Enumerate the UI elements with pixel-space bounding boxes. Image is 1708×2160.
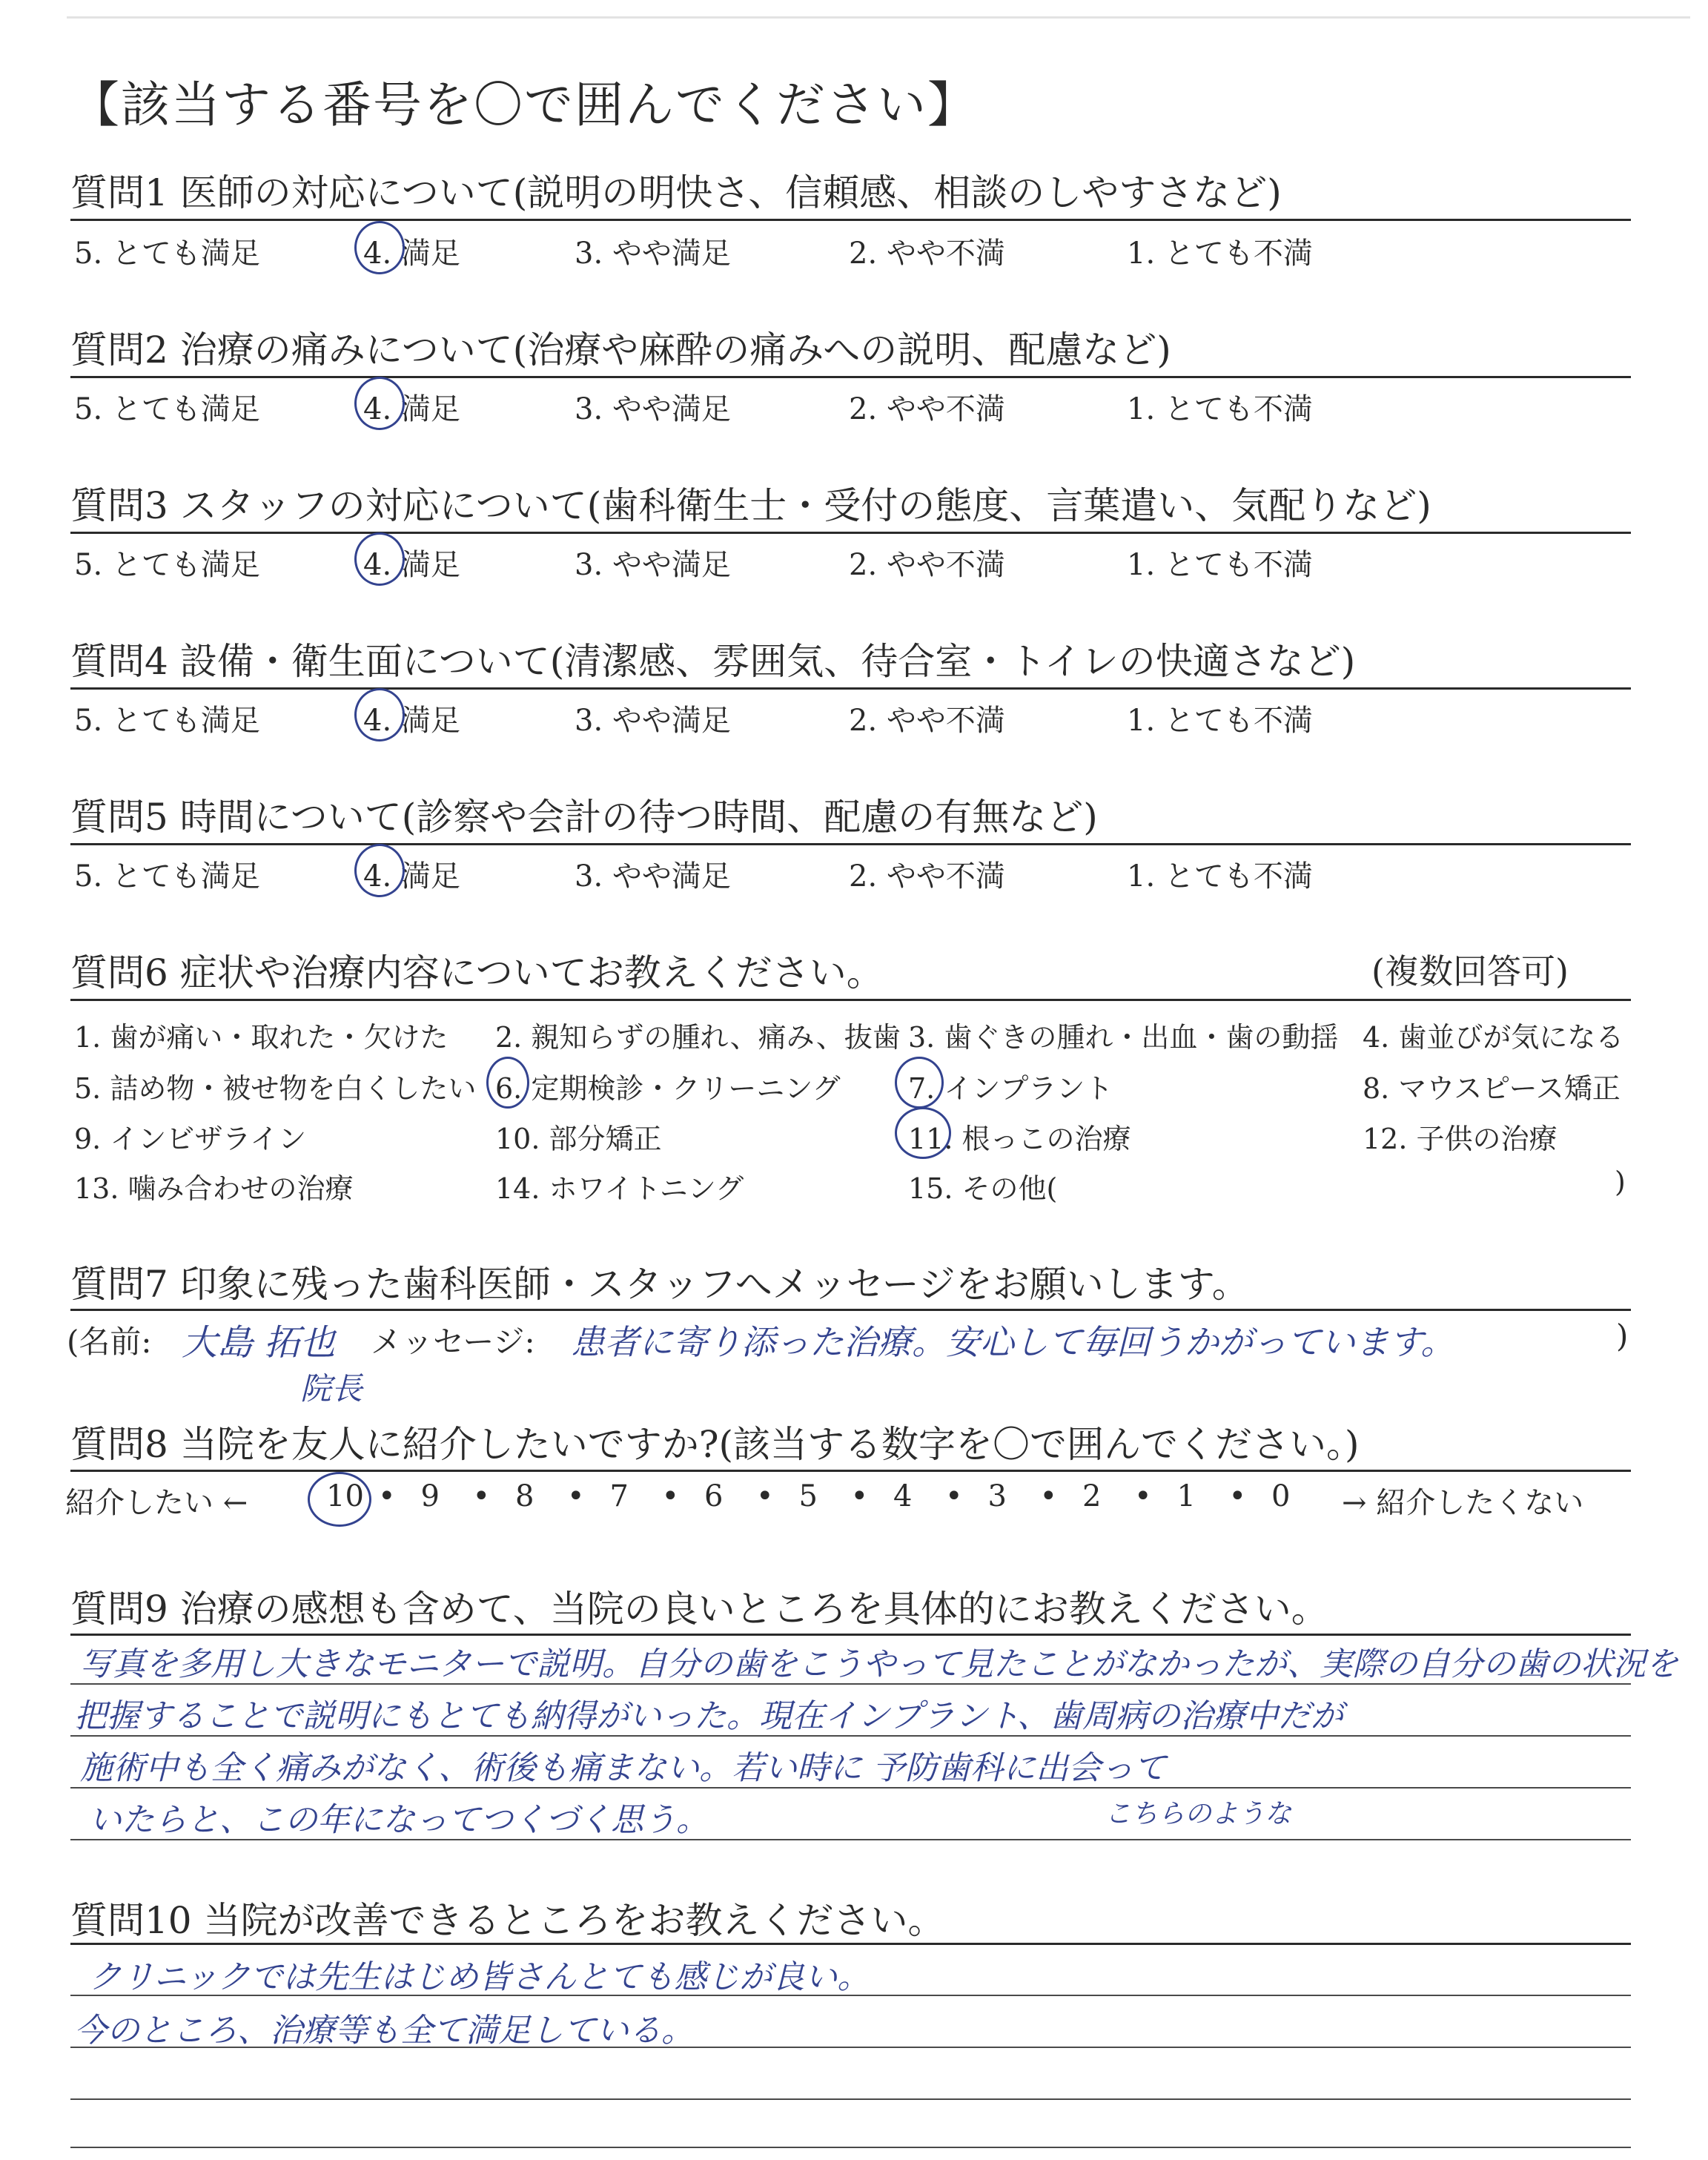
- q8-scale-separator: •: [661, 1479, 680, 1513]
- q5-option-2[interactable]: 2. やや不満: [849, 859, 1005, 894]
- question-5-rule: [70, 843, 1631, 845]
- q8-scale-2[interactable]: 2: [1082, 1479, 1102, 1513]
- q5-selection-circle: [354, 844, 405, 897]
- question-4-label: 質問4 設備・衛生面について(清潔感、雰囲気、待合室・トイレの快適さなど): [70, 640, 1356, 683]
- q9-answer-line-3[interactable]: 施術中も全く痛みがなく、術後も痛まない。若い時に 予防歯科に出会って: [80, 1749, 1167, 1787]
- q5-option-4[interactable]: 4. 満足: [363, 859, 460, 894]
- q4-option-1[interactable]: 1. とても不満: [1127, 704, 1313, 738]
- question-6-label: 質問6 症状や治療内容についてお教えください。: [70, 951, 884, 994]
- q6-option-5[interactable]: 5. 詰め物・被せ物を白くしたい: [74, 1072, 477, 1105]
- q6-option-8[interactable]: 8. マウスピース矯正: [1363, 1072, 1621, 1105]
- question-9-label: 質問9 治療の感想も含めて、当院の良いところを具体的にお教えください。: [70, 1588, 1328, 1631]
- q5-option-5[interactable]: 5. とても満足: [74, 859, 260, 894]
- question-5-label: 質問5 時間について(診察や会計の待つ時間、配慮の有無など): [70, 796, 1098, 839]
- q6-selection-circle-7: [895, 1057, 944, 1109]
- q3-option-3[interactable]: 3. やや満足: [575, 548, 731, 582]
- q8-scale-separator: •: [945, 1479, 963, 1513]
- question-10-label: 質問10 当院が改善できるところをお教えください。: [70, 1899, 945, 1942]
- question-3-rule: [70, 532, 1631, 534]
- question-6-rule: [70, 999, 1631, 1001]
- question-1-label: 質問1 医師の対応について(説明の明快さ、信頼感、相談のしやすさなど): [70, 171, 1282, 214]
- q6-option-10[interactable]: 10. 部分矯正: [495, 1123, 662, 1155]
- question-8-label: 質問8 当院を友人に紹介したいですか?(該当する数字を〇で囲んでください。): [70, 1423, 1360, 1466]
- top-border: [67, 16, 1690, 19]
- q8-left-label: 紹介したい ←: [65, 1486, 248, 1520]
- question-1-rule: [70, 219, 1631, 221]
- q8-scale-10[interactable]: 10: [326, 1479, 364, 1513]
- q8-scale-3[interactable]: 3: [987, 1479, 1007, 1513]
- q8-scale-separator: •: [472, 1479, 491, 1513]
- q2-selection-circle: [354, 377, 405, 430]
- q8-scale-5[interactable]: 5: [798, 1479, 818, 1513]
- q6-option-9[interactable]: 9. インビザライン: [74, 1123, 307, 1155]
- q6-option-6[interactable]: 6. 定期検診・クリーニング: [495, 1072, 841, 1105]
- q9-answer-line-4[interactable]: いたらと、この年になってつくづく思う。: [89, 1801, 709, 1839]
- q9-answer-line-2[interactable]: 把握することで説明にもとても納得がいった。現在インプラント、歯周病の治療中だが: [74, 1697, 1344, 1735]
- question-3-label: 質問3 スタッフの対応について(歯科衛生士・受付の態度、言葉遣い、気配りなど): [70, 484, 1431, 527]
- q6-selection-circle-11: [895, 1107, 951, 1159]
- q2-option-5[interactable]: 5. とても満足: [74, 392, 260, 426]
- q4-selection-circle: [354, 688, 405, 742]
- q8-scale-9[interactable]: 9: [420, 1479, 440, 1513]
- q7-message-label: メッセージ:: [371, 1324, 535, 1360]
- question-8-rule: [70, 1470, 1631, 1472]
- q10-rule-1: [70, 1943, 1631, 1945]
- q6-multiple-note: (複数回答可): [1371, 951, 1569, 991]
- q8-scale-separator: •: [1228, 1479, 1247, 1513]
- q8-scale-separator: •: [756, 1479, 774, 1513]
- q5-option-1[interactable]: 1. とても不満: [1127, 859, 1313, 894]
- q7-name-value[interactable]: 大島 拓也: [182, 1322, 336, 1364]
- q8-scale-separator: •: [850, 1479, 869, 1513]
- q8-scale-1[interactable]: 1: [1176, 1479, 1196, 1513]
- q3-selection-circle: [354, 532, 405, 586]
- q6-option-11[interactable]: 11. 根っこの治療: [908, 1123, 1131, 1155]
- q9-answer-line-1[interactable]: 写真を多用し大きなモニターで説明。自分の歯をこうやって見たことがなかったが、実際の自分の歯の状況を: [80, 1645, 1678, 1683]
- q8-scale-separator: •: [378, 1479, 396, 1513]
- q1-option-5[interactable]: 5. とても満足: [74, 237, 260, 271]
- q8-scale-6[interactable]: 6: [704, 1479, 724, 1513]
- q5-option-3[interactable]: 3. やや満足: [575, 859, 731, 894]
- q8-scale-separator: •: [567, 1479, 585, 1513]
- q8-scale-8[interactable]: 8: [515, 1479, 534, 1513]
- q6-selection-circle-6: [486, 1057, 529, 1109]
- q9-insertion-note: こちらのような: [1105, 1799, 1292, 1829]
- q8-right-label: → 紹介したくない: [1342, 1486, 1584, 1520]
- q3-option-1[interactable]: 1. とても不満: [1127, 548, 1313, 582]
- q10-rule-4: [70, 2098, 1631, 2100]
- q7-name-note: 院長: [300, 1370, 363, 1407]
- page-title: 【該当する番号を〇で囲んでください】: [70, 76, 978, 133]
- q6-option-1[interactable]: 1. 歯が痛い・取れた・欠けた: [74, 1021, 448, 1054]
- q6-option-14[interactable]: 14. ホワイトニング: [495, 1172, 744, 1205]
- q4-option-5[interactable]: 5. とても満足: [74, 704, 260, 738]
- q6-option-15[interactable]: 15. その他(: [908, 1172, 1058, 1205]
- q2-option-2[interactable]: 2. やや不満: [849, 392, 1005, 426]
- q10-answer-line-1[interactable]: クリニックでは先生はじめ皆さんとても感じが良い。: [89, 1958, 870, 1996]
- q10-answer-line-2[interactable]: 今のところ、治療等も全て満足している。: [74, 2012, 694, 2050]
- question-7-rule: [70, 1309, 1631, 1311]
- q8-scale-4[interactable]: 4: [893, 1479, 913, 1513]
- q10-rule-5: [70, 2147, 1631, 2148]
- question-2-label: 質問2 治療の痛みについて(治療や麻酔の痛みへの説明、配慮など): [70, 328, 1171, 371]
- q4-option-3[interactable]: 3. やや満足: [575, 704, 731, 738]
- q4-option-4[interactable]: 4. 満足: [363, 704, 460, 738]
- q1-option-3[interactable]: 3. やや満足: [575, 237, 731, 271]
- q6-option-4[interactable]: 4. 歯並びが気になる: [1363, 1021, 1624, 1054]
- q3-option-4[interactable]: 4. 満足: [363, 548, 460, 582]
- q6-option-7[interactable]: 7. インプラント: [908, 1072, 1113, 1105]
- q2-option-1[interactable]: 1. とても不満: [1127, 392, 1313, 426]
- q8-scale-separator: •: [1039, 1479, 1058, 1513]
- q8-scale-0[interactable]: 0: [1271, 1479, 1291, 1513]
- question-2-rule: [70, 376, 1631, 378]
- q1-option-1[interactable]: 1. とても不満: [1127, 237, 1313, 271]
- q6-option-13[interactable]: 13. 噛み合わせの治療: [74, 1172, 354, 1205]
- q3-option-2[interactable]: 2. やや不満: [849, 548, 1005, 582]
- q2-option-4[interactable]: 4. 満足: [363, 392, 460, 426]
- q8-scale-7[interactable]: 7: [609, 1479, 629, 1513]
- q1-selection-circle: [354, 221, 405, 274]
- q2-option-3[interactable]: 3. やや満足: [575, 392, 731, 426]
- q3-option-5[interactable]: 5. とても満足: [74, 548, 260, 582]
- q1-option-4[interactable]: 4. 満足: [363, 237, 460, 271]
- question-7-label: 質問7 印象に残った歯科医師・スタッフへメッセージをお願いします。: [70, 1263, 1249, 1306]
- q7-message-value[interactable]: 患者に寄り添った治療。安心して毎回うかがっています。: [571, 1322, 1455, 1362]
- q7-close-paren: ): [1616, 1318, 1629, 1354]
- q9-rule-1: [70, 1634, 1631, 1636]
- q6-other-close: ): [1615, 1166, 1626, 1198]
- q6-option-12[interactable]: 12. 子供の治療: [1363, 1123, 1558, 1155]
- q6-option-3[interactable]: 3. 歯ぐきの腫れ・出血・歯の動揺: [908, 1021, 1339, 1054]
- q7-name-label: (名前:: [67, 1324, 152, 1360]
- q8-scale-separator: •: [1134, 1479, 1152, 1513]
- question-4-rule: [70, 687, 1631, 690]
- q8-selection-circle: [308, 1472, 371, 1527]
- q6-option-2[interactable]: 2. 親知らずの腫れ、痛み、抜歯: [495, 1021, 901, 1054]
- q4-option-2[interactable]: 2. やや不満: [849, 704, 1005, 738]
- q1-option-2[interactable]: 2. やや不満: [849, 237, 1005, 271]
